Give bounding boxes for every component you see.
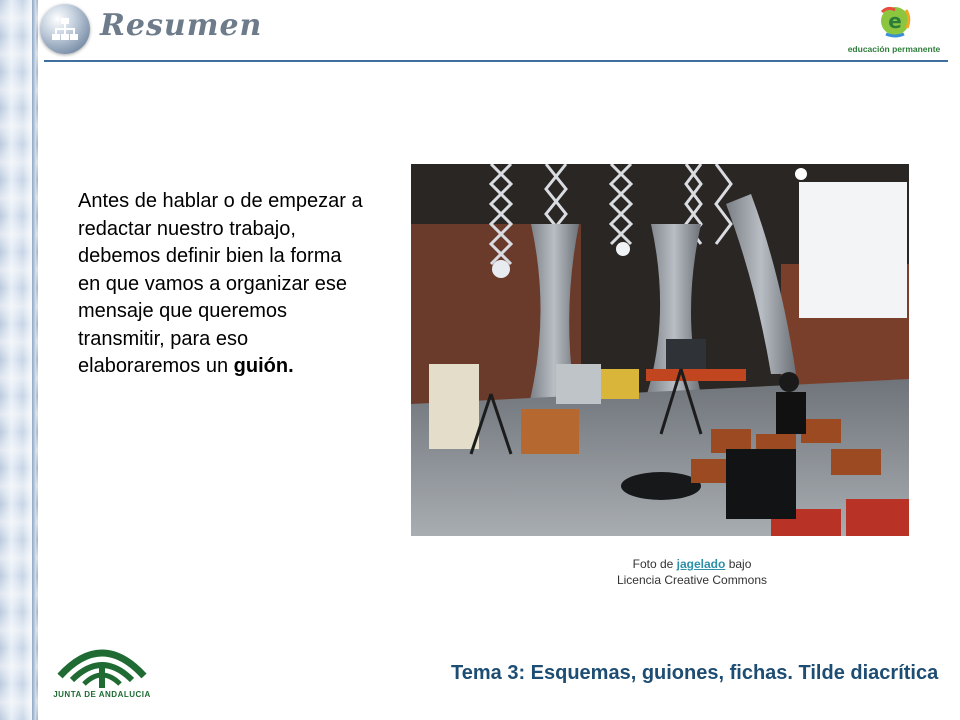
caption-prefix: Foto de <box>632 557 674 571</box>
left-border-line <box>32 0 36 720</box>
brand-text: educación permanente <box>847 44 941 54</box>
header-divider <box>44 60 948 62</box>
sitemap-icon <box>40 4 90 54</box>
brand-mark-icon <box>878 4 912 38</box>
studio-photo <box>411 164 909 536</box>
caption-suffix: bajo <box>728 557 752 571</box>
page-title: Resumen <box>100 8 263 43</box>
topic-title: Tema 3: Esquemas, guiones, fichas. Tilde diacrítica <box>451 662 939 684</box>
license-text: Licencia Creative Commons <box>616 573 768 587</box>
junta-logo-text: JUNTA DE ANDALUCIA <box>53 690 151 699</box>
intro-emphasis: guión. <box>233 355 294 377</box>
intro-text: Antes de hablar o de empezar a redactar nuestro trabajo, debemos definir bien la forma en que vamos a organizar ese mensaje que queremos transmitir, para eso elaboraremos un <box>78 190 363 377</box>
intro-paragraph <box>78 188 368 381</box>
educacion-permanente-logo <box>838 4 950 58</box>
photo-caption <box>560 556 824 588</box>
brand-letter: e <box>888 9 902 33</box>
author-link[interactable]: jagelado <box>676 557 726 571</box>
